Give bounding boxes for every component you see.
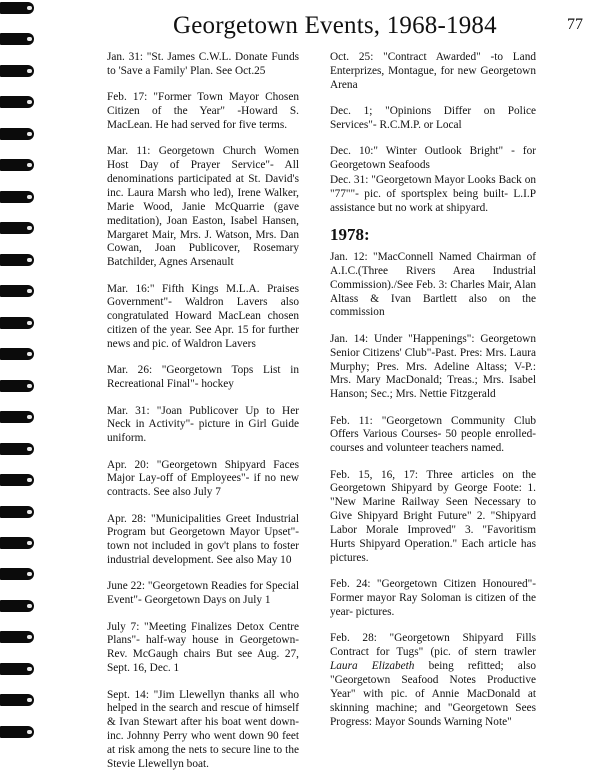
event-entry: June 22: "Georgetown Readies for Special Event"- Georgetown Days on July 1 <box>107 580 299 607</box>
binding-coil <box>0 317 34 329</box>
page-title: Georgetown Events, 1968-1984 <box>173 12 497 39</box>
binding-coil <box>0 65 34 77</box>
event-entry: Apr. 28: "Municipalities Greet Industrial Program but Georgetown Mayor Upset"- town not included in gov't plans to foster industrial development. See also May 10 <box>107 512 299 567</box>
binding-coil <box>0 726 34 738</box>
binding-coil <box>0 411 34 423</box>
event-entry: Feb. 11: "Georgetown Community Club Offers Various Courses- 50 people enrolled- courses and volunteer teachers named. <box>330 414 536 455</box>
page-header <box>38 0 600 48</box>
binding-coil <box>0 254 34 266</box>
event-entry: Jan. 12: "MacConnell Named Chairman of A.I.C.(Three Rivers Area Industrial Commission)./See Feb. 3: Charles Mair, Alan Altass & Ivan Bartlett also on the commission <box>330 250 537 319</box>
event-entry: Sept. 14: "Jim Llewellyn thanks all who helped in the search and rescue of himself & Ivan Stewart after his boat went down- inc. Johnny Perry who went down 90 feet at risk among the nets to secure line to the Stevie Llewellyn boat. <box>107 688 299 771</box>
binding-coil <box>0 348 34 360</box>
binding-coil <box>0 33 34 45</box>
event-entry: Feb. 15, 16, 17: Three articles on the Georgetown Shipyard by George Foote: 1. "New Marine Railway Seen Necessary to Give Shipyard Bright Future" 2. "Shipyard Labor Morale Improved" 3. "Favoritism Hurts Shipyard Operation." Each article has pictures. <box>330 468 536 564</box>
binding-coil <box>0 600 34 612</box>
event-entry: Dec. 1; "Opinions Differ on Police Services"- R.C.M.P. or Local <box>330 105 536 131</box>
event-entry: Dec. 10:" Winter Outlook Bright" - for Georgetown Seafoods <box>330 145 536 172</box>
binding-coil <box>0 694 34 706</box>
event-entry: Mar. 16:" Fifth Kings M.L.A. Praises Government"- Waldron Lavers also congratulated Howard MacLean chosen citizen of the year. See Apr. 15 for further news and pic. of Waldron Lavers <box>107 282 299 351</box>
event-entry: Jan. 31: "St. James C.W.L. Donate Funds to 'Save a Family' Plan. See Oct.25 <box>107 51 299 77</box>
binding-coil <box>0 474 34 486</box>
year-heading: 1978: <box>330 224 370 244</box>
spiral-binding <box>0 0 38 740</box>
event-entry <box>330 632 536 729</box>
binding-coil <box>0 2 34 14</box>
binding-coil <box>0 568 34 580</box>
binding-coil <box>0 443 34 455</box>
event-entry: Feb. 17: "Former Town Mayor Chosen Citizen of the Year" -Howard S. MacLean. He had served for five terms. <box>107 91 299 131</box>
entry-text: being refitted; also "Georgetown Seafood Notes Productive Year" with pic. of Annie MacDonald at skinning machine; and "Georgetown Sees Progress: Mayor Sounds Warning Note" <box>330 660 536 728</box>
binding-coil <box>0 663 34 675</box>
event-entry: Jan. 14: Under "Happenings": Georgetown Senior Citizens' Club"-Past. Pres: Mrs. Laura Murphy; Pres. Mrs. Adeline Altass; V-P.: Mrs. Mary MacDonald; Treas.; Mrs. Isabel Hanson; Sec.; Mrs. Nettie Fitzgerald <box>330 332 536 401</box>
binding-coil <box>0 191 34 203</box>
binding-coil <box>0 285 34 297</box>
binding-coil <box>0 96 34 108</box>
binding-coil <box>0 537 34 549</box>
binding-coil <box>0 222 34 234</box>
right-column <box>330 51 536 742</box>
page-number: 77 <box>567 16 583 33</box>
binding-coil <box>0 631 34 643</box>
event-entry: Dec. 31: "Georgetown Mayor Looks Back on "77""- pic. of sportsplex being built- L.I.P assistance but no work at shipyard. <box>330 173 536 214</box>
event-entry: July 7: "Meeting Finalizes Detox Centre Plans"- half-way house in Georgetown- Rev. McGaugh chairs But see Aug. 27, Sept. 16, Dec. 1 <box>107 620 299 675</box>
binding-coil <box>0 128 34 140</box>
event-entry: Oct. 25: "Contract Awarded" -to Land Enterprizes, Montague, for new Georgetown Arena <box>330 51 536 91</box>
binding-coil <box>0 506 34 518</box>
event-entry: Apr. 20: "Georgetown Shipyard Faces Major Lay-off of Employees"- if no new contracts. See also July 7 <box>107 458 299 499</box>
event-entry: Mar. 31: "Joan Publicover Up to Her Neck in Activity"- picture in Girl Guide uniform. <box>107 404 299 445</box>
binding-coil <box>0 380 34 392</box>
entry-text: Feb. 28: "Georgetown Shipyard Fills Contract for Tugs" (pic. of stern trawler <box>330 632 536 659</box>
event-entry: Mar. 11: Georgetown Church Women Host Day of Prayer Service"- All denominations participated at St. David's inc. Laura Marsh who led), Irene Walker, Marie Wood, Janie McQuarrie (gave meditation), Joan Easton, Isabel Hansen, Margaret Mair, Mrs. J. Watson, Mrs. Dan Cowan, Joan Publicover, Rosemary Batchilder, Agnes Arsenault <box>107 145 299 269</box>
event-entry: Feb. 24: "Georgetown Citizen Honoured"- Former mayor Ray Soloman is citizen of the year- pictures. <box>330 578 536 618</box>
vessel-name: Laura Elizabeth <box>330 660 415 672</box>
event-entry: Mar. 26: "Georgetown Tops List in Recreational Final"- hockey <box>107 364 299 391</box>
binding-coil <box>0 159 34 171</box>
left-column <box>107 51 299 784</box>
